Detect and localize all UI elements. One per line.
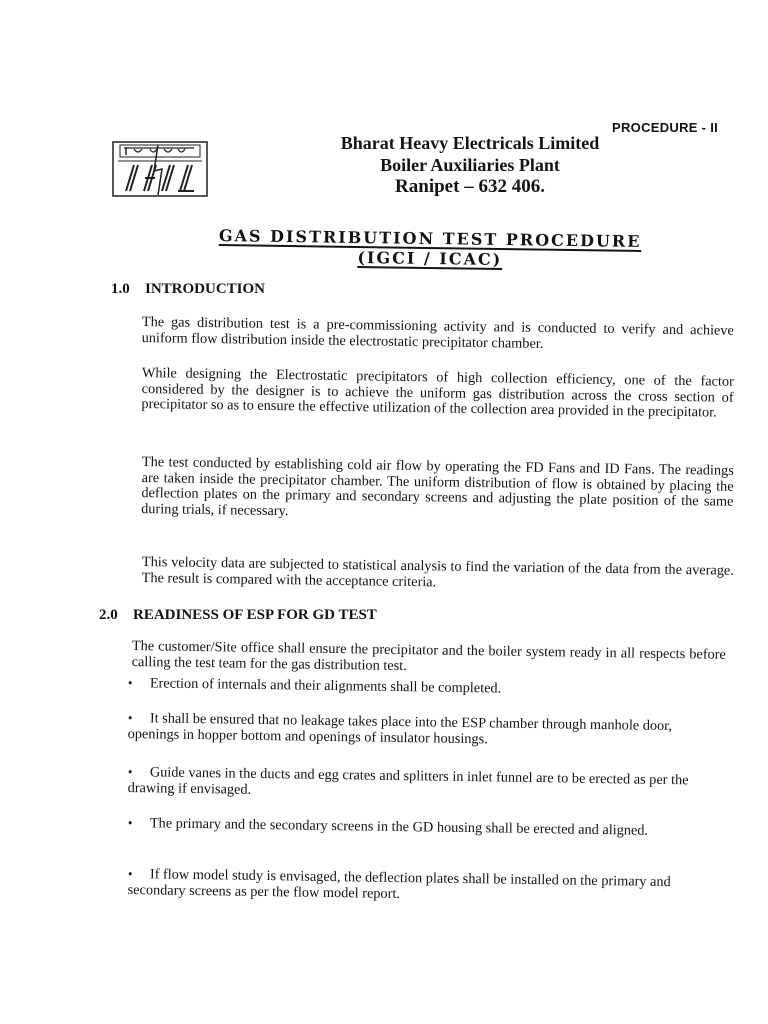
bullet-text: Guide vanes in the ducts and egg crates and splitters in inlet funnel are to be erected as per the drawing if envisaged. [127, 764, 689, 798]
title-line-1: GAS DISTRIBUTION TEST PROCEDURE [218, 226, 642, 251]
plant-name: Boiler Auxiliaries Plant [380, 155, 560, 175]
readiness-bullet-2 [128, 710, 708, 751]
bullet-icon: • [127, 866, 133, 882]
section-number: 2.0 [99, 607, 118, 623]
readiness-bullet-4 [128, 815, 708, 840]
readiness-bullet-3 [128, 764, 708, 805]
section-title: INTRODUCTION [145, 281, 266, 297]
bullet-icon: • [127, 710, 133, 726]
section-heading-readiness [99, 607, 377, 624]
section-number: 1.0 [111, 281, 130, 297]
company-header [300, 132, 640, 198]
bullet-icon: • [127, 675, 133, 691]
document-title [130, 225, 731, 273]
company-name: Bharat Heavy Electricals Limited [340, 133, 600, 153]
readiness-bullet-5 [128, 866, 708, 907]
section-heading-introduction [111, 281, 265, 298]
procedure-tag: PROCEDURE - II [612, 120, 719, 135]
bullet-icon: • [127, 764, 133, 780]
bullet-text: If flow model study is envisaged, the deflection plates shall be installed on the primary and secondary screens as per the flow model report. [127, 866, 671, 902]
plant-location: Ranipet – 632 406. [395, 176, 545, 197]
bullet-icon: • [127, 815, 133, 831]
bullet-text: The primary and the secondary screens in the GD housing shall be erected and aligned. [149, 815, 649, 839]
intro-paragraph-1: The gas distribution test is a pre-commissioning activity and is conducted to verify and achieve uniform flow distribution inside the electrostatic precipitator chamber. [141, 314, 734, 352]
bhel-logo-mark [112, 141, 208, 197]
intro-paragraph-2: While designing the Electrostatic precipitators of high collection efficiency, one of the factor considered by the designer is to achieve the uniform gas distribution across the cross section of precipitator so as to ensure the effective utilization of the collection area provided in the precipitator. [141, 365, 734, 421]
readiness-bullet-1 [128, 675, 708, 700]
title-line-2: (IGCI / ICAC) [357, 247, 503, 270]
section-title: READINESS OF ESP FOR GD TEST [133, 607, 377, 623]
intro-paragraph-3: The test conducted by establishing cold air flow by operating the FD Fans and ID Fans. The readings are taken inside the precipitator chamber. The uniform distribution of flow is obtained by placing the deflection plates on the primary and secondary screens and adjusting the plate position of the same during trials, if necessary. [141, 454, 734, 519]
company-logo [112, 141, 208, 197]
bullet-text: It shall be ensured that no leakage takes place into the ESP chamber through manhole door, openings in hopper bottom and openings of insulator housings. [127, 710, 673, 747]
bullet-text: Erection of internals and their alignments shall be completed. [149, 675, 502, 697]
intro-paragraph-4: This velocity data are subjected to statistical analysis to find the variation of the data from the average. The result is compared with the acceptance criteria. [141, 554, 734, 590]
readiness-intro: The customer/Site office shall ensure the precipitator and the boiler system ready in all respects before calling the test team for the gas distribution test. [131, 638, 726, 674]
